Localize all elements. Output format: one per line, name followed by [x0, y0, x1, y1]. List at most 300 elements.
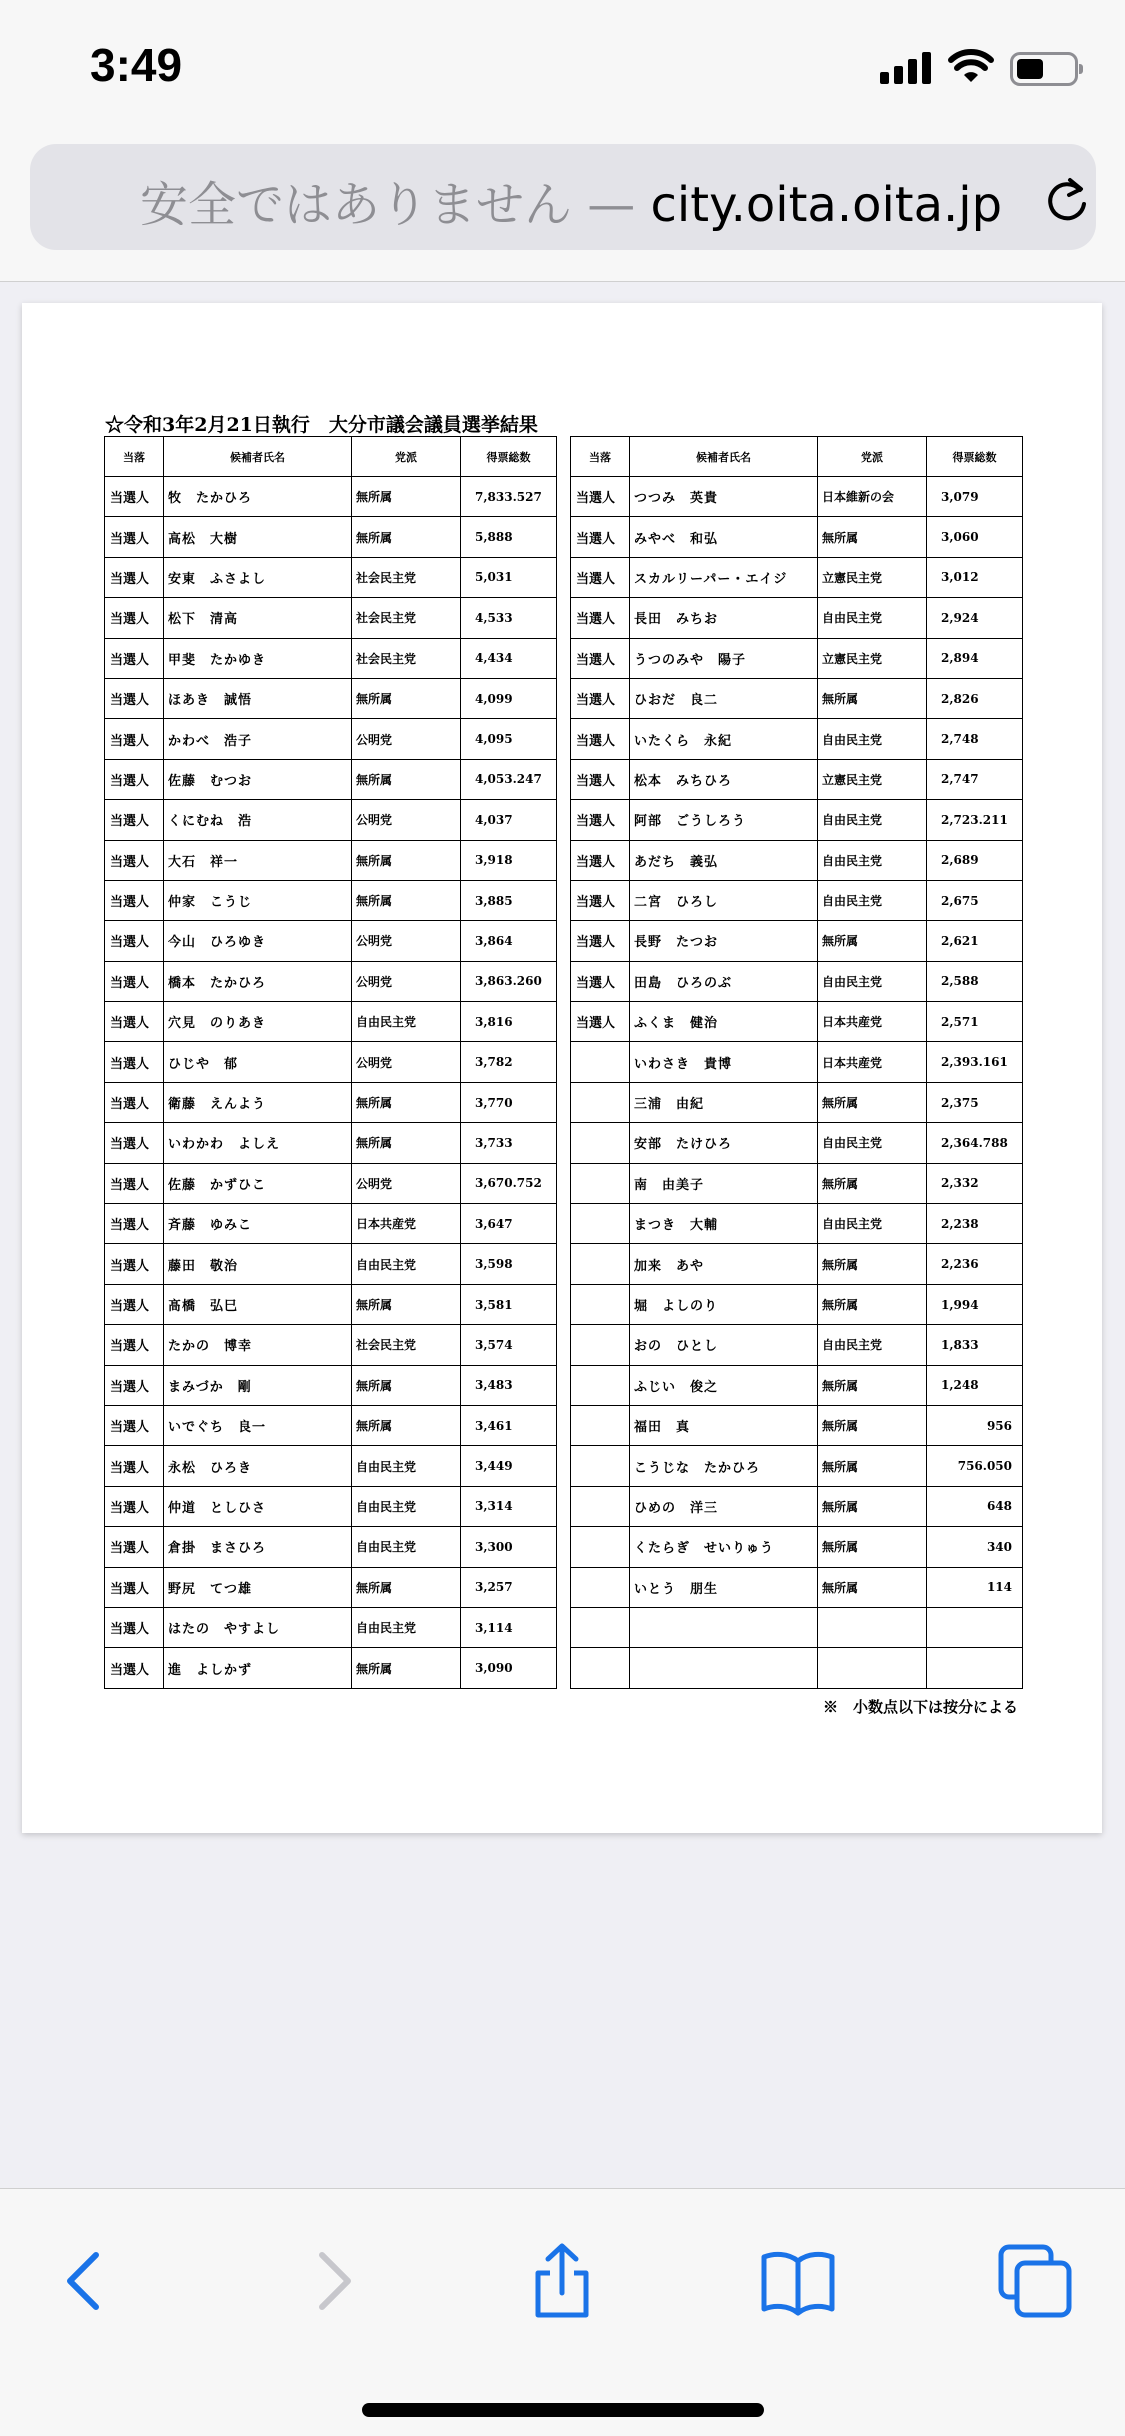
votes-cell: 956	[927, 1405, 1023, 1445]
status-cell: 当選人	[105, 1244, 164, 1284]
status-cell: 当選人	[571, 678, 630, 718]
votes-cell: 3,012	[927, 557, 1023, 597]
table-row	[571, 1486, 1023, 1526]
candidate-name-cell: 長野 たつお	[630, 921, 818, 961]
votes-cell: 3,581	[461, 1284, 557, 1324]
status-cell: 当選人	[105, 1446, 164, 1486]
party-cell: 自由民主党	[818, 598, 927, 638]
candidate-name-cell: 長田 みちお	[630, 598, 818, 638]
header-status: 当落	[571, 437, 630, 477]
votes-cell: 4,053.247	[461, 759, 557, 799]
candidate-name-cell: まつき 大輔	[630, 1204, 818, 1244]
candidate-name-cell: 倉掛 まさひろ	[164, 1527, 352, 1567]
table-row	[105, 1284, 557, 1324]
candidate-name-cell: いとう 朋生	[630, 1567, 818, 1607]
table-row	[571, 1082, 1023, 1122]
status-time: 3:49	[90, 39, 183, 91]
votes-cell: 3,918	[461, 840, 557, 880]
votes-cell: 4,095	[461, 719, 557, 759]
status-cell: 当選人	[571, 921, 630, 961]
party-cell: 自由民主党	[818, 1204, 927, 1244]
table-row	[105, 1204, 557, 1244]
candidate-name-cell: 甲斐 たかゆき	[164, 638, 352, 678]
share-icon[interactable]	[522, 2241, 602, 2321]
party-cell: 社会民主党	[352, 598, 461, 638]
votes-cell: 3,114	[461, 1607, 557, 1647]
table-row	[105, 1082, 557, 1122]
cellular-signal-icon	[880, 52, 931, 84]
candidate-name-cell: まみづか 剛	[164, 1365, 352, 1405]
votes-cell: 2,588	[927, 961, 1023, 1001]
table-row	[105, 1405, 557, 1445]
votes-cell: 4,037	[461, 800, 557, 840]
votes-cell: 7,833.527	[461, 477, 557, 517]
table-row	[105, 1486, 557, 1526]
party-cell: 自由民主党	[352, 1244, 461, 1284]
votes-cell: 3,461	[461, 1405, 557, 1445]
candidate-name-cell: ひじや 郁	[164, 1042, 352, 1082]
party-cell: 立憲民主党	[818, 759, 927, 799]
party-cell	[818, 1607, 927, 1647]
votes-cell	[927, 1607, 1023, 1647]
party-cell: 無所属	[818, 678, 927, 718]
party-cell: 日本維新の会	[818, 477, 927, 517]
votes-cell: 3,863.260	[461, 961, 557, 1001]
table-row	[105, 598, 557, 638]
table-row	[571, 678, 1023, 718]
candidate-name-cell: 斉藤 ゆみこ	[164, 1204, 352, 1244]
candidate-name-cell: 堀 よしのり	[630, 1284, 818, 1324]
table-row	[571, 840, 1023, 880]
status-cell: 当選人	[105, 517, 164, 557]
votes-cell: 3,574	[461, 1325, 557, 1365]
candidate-name-cell: 永松 ひろき	[164, 1446, 352, 1486]
party-cell: 無所属	[352, 1405, 461, 1445]
party-cell: 無所属	[818, 1567, 927, 1607]
table-row	[105, 961, 557, 1001]
candidate-name-cell: いでぐち 良一	[164, 1405, 352, 1445]
candidate-name-cell: 安部 たけひろ	[630, 1123, 818, 1163]
table-row	[571, 557, 1023, 597]
party-cell: 自由民主党	[818, 719, 927, 759]
status-cell	[571, 1204, 630, 1244]
candidate-name-cell: うつのみや 陽子	[630, 638, 818, 678]
forward-arrow-icon[interactable]	[290, 2241, 370, 2321]
party-cell: 日本共産党	[818, 1002, 927, 1042]
table-row	[571, 638, 1023, 678]
status-cell	[571, 1405, 630, 1445]
candidate-name-cell: はたの やすよし	[164, 1607, 352, 1647]
status-cell: 当選人	[105, 961, 164, 1001]
party-cell: 無所属	[352, 1284, 461, 1324]
table-row	[571, 598, 1023, 638]
header-votes: 得票総数	[927, 437, 1023, 477]
status-cell	[571, 1244, 630, 1284]
candidate-name-cell: みやべ 和弘	[630, 517, 818, 557]
status-cell	[571, 1325, 630, 1365]
party-cell: 自由民主党	[352, 1446, 461, 1486]
votes-cell: 1,833	[927, 1325, 1023, 1365]
votes-cell: 2,747	[927, 759, 1023, 799]
table-row	[105, 1244, 557, 1284]
party-cell: 自由民主党	[818, 880, 927, 920]
party-cell: 無所属	[818, 1365, 927, 1405]
table-row	[571, 880, 1023, 920]
candidate-name-cell: ひおだ 良二	[630, 678, 818, 718]
status-cell: 当選人	[105, 1486, 164, 1526]
party-cell: 自由民主党	[818, 1325, 927, 1365]
candidate-name-cell: 安東 ふさよし	[164, 557, 352, 597]
party-cell: 自由民主党	[818, 800, 927, 840]
status-cell: 当選人	[571, 800, 630, 840]
votes-cell: 2,826	[927, 678, 1023, 718]
party-cell: 自由民主党	[352, 1607, 461, 1647]
party-cell: 社会民主党	[352, 557, 461, 597]
status-cell: 当選人	[571, 598, 630, 638]
votes-cell: 2,748	[927, 719, 1023, 759]
candidate-name-cell: 田島 ひろのぶ	[630, 961, 818, 1001]
table-row	[105, 638, 557, 678]
candidate-name-cell: いわかわ よしえ	[164, 1123, 352, 1163]
status-cell: 当選人	[105, 1325, 164, 1365]
table-row	[571, 1527, 1023, 1567]
status-cell	[571, 1042, 630, 1082]
votes-cell: 2,393.161	[927, 1042, 1023, 1082]
table-row	[571, 1607, 1023, 1647]
candidate-name-cell: 二宮 ひろし	[630, 880, 818, 920]
candidate-name-cell: 髙橋 弘巳	[164, 1284, 352, 1324]
status-cell	[571, 1284, 630, 1324]
votes-cell: 4,533	[461, 598, 557, 638]
candidate-name-cell: 衛藤 えんよう	[164, 1082, 352, 1122]
battery-icon	[1010, 52, 1078, 86]
status-cell: 当選人	[105, 1648, 164, 1688]
candidate-name-cell: つつみ 英貴	[630, 477, 818, 517]
table-row	[571, 1648, 1023, 1688]
votes-cell: 3,885	[461, 880, 557, 920]
status-cell	[571, 1607, 630, 1647]
candidate-name-cell: たかの 博幸	[164, 1325, 352, 1365]
party-cell	[818, 1648, 927, 1688]
table-row	[571, 1002, 1023, 1042]
party-cell: 無所属	[352, 678, 461, 718]
party-cell: 立憲民主党	[818, 638, 927, 678]
status-cell	[571, 1648, 630, 1688]
tabs-icon[interactable]	[995, 2241, 1075, 2321]
candidate-name-cell: ふくま 健治	[630, 1002, 818, 1042]
votes-cell: 3,449	[461, 1446, 557, 1486]
party-cell: 無所属	[818, 1446, 927, 1486]
status-cell: 当選人	[571, 759, 630, 799]
candidate-name-cell: おの ひとし	[630, 1325, 818, 1365]
status-cell: 当選人	[105, 719, 164, 759]
status-cell: 当選人	[571, 517, 630, 557]
party-cell: 公明党	[352, 800, 461, 840]
votes-cell: 2,675	[927, 880, 1023, 920]
status-cell: 当選人	[105, 1042, 164, 1082]
status-cell: 当選人	[571, 719, 630, 759]
candidate-name-cell: くたらぎ せいりゅう	[630, 1527, 818, 1567]
candidate-name-cell: 穴見 のりあき	[164, 1002, 352, 1042]
candidate-name-cell: 今山 ひろゆき	[164, 921, 352, 961]
status-cell: 当選人	[571, 961, 630, 1001]
candidate-name-cell: 牧 たかひろ	[164, 477, 352, 517]
votes-cell	[927, 1648, 1023, 1688]
status-cell: 当選人	[105, 1567, 164, 1607]
bookmarks-icon[interactable]	[758, 2241, 838, 2321]
party-cell: 日本共産党	[352, 1204, 461, 1244]
votes-cell: 3,090	[461, 1648, 557, 1688]
table-row	[571, 1042, 1023, 1082]
votes-cell: 3,864	[461, 921, 557, 961]
party-cell: 公明党	[352, 1163, 461, 1203]
table-row	[105, 517, 557, 557]
votes-cell: 2,238	[927, 1204, 1023, 1244]
status-cell	[571, 1567, 630, 1607]
votes-cell: 3,314	[461, 1486, 557, 1526]
party-cell: 無所属	[818, 1284, 927, 1324]
candidate-name-cell: 福田 真	[630, 1405, 818, 1445]
header-name: 候補者氏名	[164, 437, 352, 477]
table-row	[105, 1607, 557, 1647]
table-row	[571, 1446, 1023, 1486]
votes-cell: 2,894	[927, 638, 1023, 678]
status-cell: 当選人	[571, 638, 630, 678]
header-name: 候補者氏名	[630, 437, 818, 477]
table-row	[105, 1365, 557, 1405]
votes-cell: 3,300	[461, 1527, 557, 1567]
status-cell	[571, 1082, 630, 1122]
url-text[interactable]	[140, 166, 1002, 235]
status-cell: 当選人	[105, 477, 164, 517]
table-row	[105, 880, 557, 920]
table-row	[571, 1244, 1023, 1284]
table-row	[105, 1042, 557, 1082]
votes-cell: 2,689	[927, 840, 1023, 880]
status-cell: 当選人	[105, 598, 164, 638]
status-cell: 当選人	[571, 557, 630, 597]
party-cell: 無所属	[352, 517, 461, 557]
status-cell	[571, 1527, 630, 1567]
votes-cell: 2,723.211	[927, 800, 1023, 840]
browser-toolbar	[0, 2188, 1125, 2436]
candidate-name-cell: 野尻 てつ雄	[164, 1567, 352, 1607]
votes-cell: 756.050	[927, 1446, 1023, 1486]
header-party: 党派	[818, 437, 927, 477]
candidate-name-cell: 大石 祥一	[164, 840, 352, 880]
candidate-name-cell: 橋本 たかひろ	[164, 961, 352, 1001]
table-row	[105, 1567, 557, 1607]
table-row	[571, 1204, 1023, 1244]
candidate-name-cell: くにむね 浩	[164, 800, 352, 840]
votes-cell: 1,248	[927, 1365, 1023, 1405]
party-cell: 自由民主党	[352, 1527, 461, 1567]
candidate-name-cell: いたくら 永紀	[630, 719, 818, 759]
votes-cell: 648	[927, 1486, 1023, 1526]
candidate-name-cell	[630, 1648, 818, 1688]
table-row	[105, 1446, 557, 1486]
table-row	[105, 678, 557, 718]
party-cell: 無所属	[352, 1082, 461, 1122]
votes-cell: 114	[927, 1567, 1023, 1607]
status-cell: 当選人	[105, 638, 164, 678]
votes-cell: 3,782	[461, 1042, 557, 1082]
votes-cell: 3,670.752	[461, 1163, 557, 1203]
header-votes: 得票総数	[461, 437, 557, 477]
table-row	[105, 1527, 557, 1567]
table-row	[105, 1123, 557, 1163]
table-row	[571, 1405, 1023, 1445]
party-cell: 無所属	[818, 517, 927, 557]
party-cell: 無所属	[352, 1648, 461, 1688]
table-row	[105, 1002, 557, 1042]
votes-cell: 5,031	[461, 557, 557, 597]
candidate-name-cell: 松下 清高	[164, 598, 352, 638]
party-cell: 無所属	[352, 880, 461, 920]
status-cell: 当選人	[105, 1405, 164, 1445]
candidate-name-cell: ほあき 誠悟	[164, 678, 352, 718]
table-row	[571, 517, 1023, 557]
party-cell: 公明党	[352, 921, 461, 961]
table-header-row	[105, 437, 557, 477]
status-cell: 当選人	[571, 840, 630, 880]
table-row	[571, 1123, 1023, 1163]
table-row	[571, 961, 1023, 1001]
votes-cell: 3,770	[461, 1082, 557, 1122]
party-cell: 立憲民主党	[818, 557, 927, 597]
table-row	[105, 840, 557, 880]
party-cell: 公明党	[352, 719, 461, 759]
status-cell: 当選人	[105, 800, 164, 840]
table-row	[571, 1365, 1023, 1405]
table-row	[571, 921, 1023, 961]
table-row	[105, 800, 557, 840]
candidate-name-cell: 松本 みちひろ	[630, 759, 818, 799]
address-bar[interactable]	[30, 144, 1096, 250]
candidate-name-cell: 仲家 こうじ	[164, 880, 352, 920]
table-row	[571, 477, 1023, 517]
party-cell: 無所属	[352, 840, 461, 880]
party-cell: 公明党	[352, 1042, 461, 1082]
candidate-name-cell: ひめの 洋三	[630, 1486, 818, 1526]
party-cell: 無所属	[818, 1405, 927, 1445]
status-cell: 当選人	[105, 1123, 164, 1163]
status-cell: 当選人	[571, 880, 630, 920]
votes-cell: 3,483	[461, 1365, 557, 1405]
party-cell: 無所属	[818, 921, 927, 961]
party-cell: 日本共産党	[818, 1042, 927, 1082]
party-cell: 無所属	[818, 1486, 927, 1526]
browser-address-area	[0, 140, 1125, 282]
candidate-name-cell: 藤田 敬治	[164, 1244, 352, 1284]
results-table-left	[104, 436, 557, 1689]
status-cell: 当選人	[105, 1527, 164, 1567]
web-content[interactable]	[0, 283, 1125, 2188]
table-row	[571, 1284, 1023, 1324]
url-domain: city.oita.oita.jp	[650, 177, 1003, 233]
document-title: ☆令和3年2月21日執行 大分市議会議員選挙結果	[105, 414, 538, 436]
votes-cell: 2,236	[927, 1244, 1023, 1284]
footnote: ※ 小数点以下は按分による	[822, 1698, 1018, 1716]
wifi-icon	[948, 46, 994, 86]
party-cell: 自由民主党	[352, 1486, 461, 1526]
party-cell: 無所属	[818, 1244, 927, 1284]
table-row	[571, 1325, 1023, 1365]
candidate-name-cell: 南 由美子	[630, 1163, 818, 1203]
party-cell: 無所属	[818, 1527, 927, 1567]
table-row	[105, 1648, 557, 1688]
party-cell: 自由民主党	[352, 1002, 461, 1042]
votes-cell: 4,099	[461, 678, 557, 718]
status-cell: 当選人	[105, 1163, 164, 1203]
reload-icon[interactable]	[1042, 174, 1092, 224]
table-row	[105, 719, 557, 759]
votes-cell: 3,079	[927, 477, 1023, 517]
party-cell: 公明党	[352, 961, 461, 1001]
status-cell: 当選人	[105, 1607, 164, 1647]
candidate-name-cell: あだち 義弘	[630, 840, 818, 880]
home-indicator	[362, 2403, 764, 2417]
table-row	[571, 759, 1023, 799]
status-cell: 当選人	[105, 880, 164, 920]
candidate-name-cell: 加来 あや	[630, 1244, 818, 1284]
candidate-name-cell: 佐藤 むつお	[164, 759, 352, 799]
table-row	[571, 1163, 1023, 1203]
party-cell: 無所属	[818, 1163, 927, 1203]
results-table-right	[570, 436, 1023, 1689]
candidate-name-cell: 阿部 ごうしろう	[630, 800, 818, 840]
table-row	[105, 1163, 557, 1203]
votes-cell: 2,364.788	[927, 1123, 1023, 1163]
party-cell: 無所属	[352, 1365, 461, 1405]
votes-cell: 3,733	[461, 1123, 557, 1163]
table-header-row	[571, 437, 1023, 477]
pdf-page	[22, 303, 1102, 1833]
status-cell: 当選人	[105, 1365, 164, 1405]
status-cell: 当選人	[105, 759, 164, 799]
party-cell: 無所属	[352, 759, 461, 799]
status-cell: 当選人	[105, 921, 164, 961]
table-row	[571, 1567, 1023, 1607]
votes-cell: 2,621	[927, 921, 1023, 961]
party-cell: 自由民主党	[818, 961, 927, 1001]
votes-cell: 3,816	[461, 1002, 557, 1042]
candidate-name-cell	[630, 1607, 818, 1647]
votes-cell: 340	[927, 1527, 1023, 1567]
votes-cell: 2,924	[927, 598, 1023, 638]
candidate-name-cell: 仲道 としひさ	[164, 1486, 352, 1526]
candidate-name-cell: 三浦 由紀	[630, 1082, 818, 1122]
table-row	[105, 557, 557, 597]
votes-cell: 3,060	[927, 517, 1023, 557]
back-arrow-icon[interactable]	[48, 2241, 128, 2321]
status-cell: 当選人	[571, 477, 630, 517]
party-cell: 無所属	[818, 1082, 927, 1122]
votes-cell: 2,332	[927, 1163, 1023, 1203]
status-cell	[571, 1486, 630, 1526]
status-cell: 当選人	[105, 557, 164, 597]
party-cell: 無所属	[352, 1567, 461, 1607]
not-secure-label: 安全ではありません —	[140, 177, 651, 233]
party-cell: 無所属	[352, 477, 461, 517]
votes-cell: 3,257	[461, 1567, 557, 1607]
votes-cell: 3,647	[461, 1204, 557, 1244]
party-cell: 自由民主党	[818, 840, 927, 880]
candidate-name-cell: いわさき 貴博	[630, 1042, 818, 1082]
status-cell: 当選人	[105, 1082, 164, 1122]
candidate-name-cell: スカルリーパー・エイジ	[630, 557, 818, 597]
table-row	[105, 1325, 557, 1365]
